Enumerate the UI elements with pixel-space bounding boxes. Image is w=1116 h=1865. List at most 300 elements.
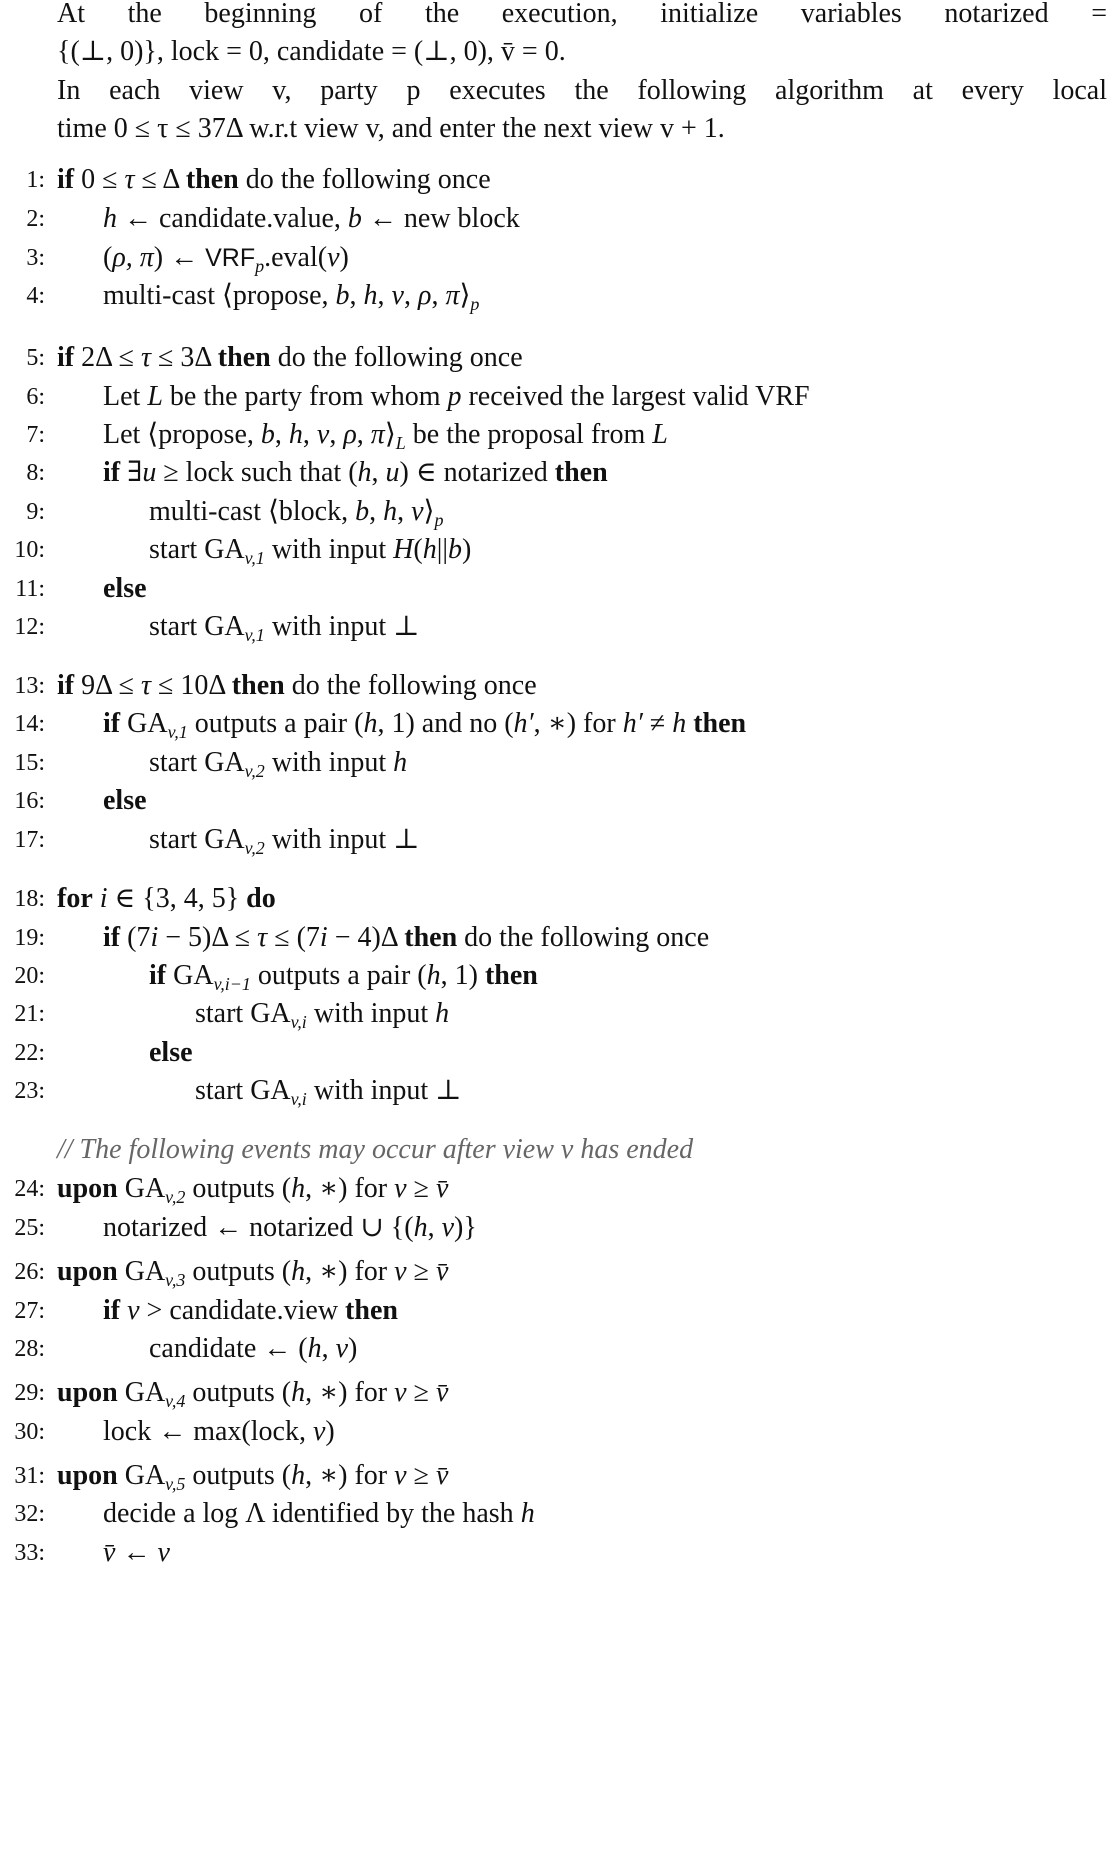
- line-text: [149, 1034, 193, 1072]
- text-run: GA: [117, 1377, 166, 1408]
- text-run: start GA: [149, 611, 245, 642]
- text-run: h: [672, 708, 687, 739]
- text-run: τ: [124, 164, 135, 195]
- line-number: 7:: [26, 422, 45, 448]
- text-run: , ∗) for: [305, 1460, 395, 1491]
- algorithm-line: [0, 1072, 1116, 1110]
- text-run: .eval(: [264, 242, 328, 273]
- text-run: ,: [274, 419, 289, 450]
- line-text: [149, 821, 419, 859]
- text-run: h: [291, 1256, 306, 1287]
- text-run: τ: [140, 670, 151, 701]
- text-run: v: [316, 419, 330, 450]
- text-run: do the following once: [284, 670, 537, 701]
- text-run: v: [394, 1173, 407, 1204]
- text-run: do the following once: [457, 922, 710, 953]
- algorithm-line: [0, 880, 1116, 918]
- text-run: VRF: [205, 244, 256, 272]
- line-number: 14:: [14, 711, 45, 737]
- text-run: ρ: [417, 280, 432, 311]
- text-run: multi-cast ⟨propose,: [103, 280, 336, 311]
- keyword: if: [57, 342, 75, 373]
- line-number: 1:: [26, 167, 45, 193]
- text-run: ,: [427, 1212, 442, 1243]
- algorithm-line: [0, 1413, 1116, 1451]
- text-run: Let: [103, 381, 148, 412]
- keyword: if: [103, 1295, 121, 1326]
- text-run: ≤ Δ: [134, 164, 186, 195]
- algorithm-line: [0, 454, 1116, 492]
- text-run: (7: [120, 922, 151, 953]
- text-run: i: [99, 883, 108, 914]
- line-text: [103, 416, 668, 454]
- intro-line-4: time 0 ≤ τ ≤ 37Δ w.r.t view v, and enter the next view v + 1.: [57, 113, 725, 144]
- line-text: [57, 667, 537, 705]
- text-run: ≤ 3Δ: [150, 342, 218, 373]
- line-number: 12:: [14, 614, 45, 640]
- line-text: [103, 705, 746, 743]
- text-run: start GA: [149, 824, 245, 855]
- text-run: h: [357, 457, 372, 488]
- text-run: − 4)Δ: [327, 922, 405, 953]
- keyword: then: [484, 960, 538, 991]
- text-run: ): [325, 1416, 335, 1447]
- algorithm-line: [0, 782, 1116, 820]
- algorithm-line: [0, 339, 1116, 377]
- text-run: v: [335, 1333, 349, 1364]
- line-number: 20:: [14, 963, 45, 989]
- subscript: v,i: [290, 1012, 307, 1032]
- text-run: v: [127, 1295, 140, 1326]
- text-run: ←: [115, 1537, 158, 1568]
- text-run: h: [288, 419, 303, 450]
- text-run: decide a log Λ identified by the hash: [103, 1498, 521, 1529]
- text-run: candidate ← (: [149, 1333, 308, 1364]
- text-run: ∈ {3, 4, 5}: [107, 883, 247, 914]
- text-run: ⟩: [384, 419, 396, 450]
- text-run: − 5)Δ ≤: [158, 922, 258, 953]
- text-run: v̄: [435, 1256, 449, 1287]
- keyword: else: [103, 785, 147, 816]
- keyword: upon: [57, 1460, 118, 1491]
- algorithm-line: [0, 239, 1116, 277]
- line-text: [149, 493, 443, 531]
- line-number: 10:: [14, 537, 45, 563]
- text-run: do the following once: [270, 342, 523, 373]
- text-run: v: [441, 1212, 454, 1243]
- text-run: h: [435, 998, 450, 1029]
- line-number: 6:: [26, 384, 45, 410]
- text-run: with input ⊥: [264, 824, 420, 855]
- text-run: ||: [436, 534, 448, 565]
- text-run: GA: [117, 1460, 166, 1491]
- line-text: [103, 1209, 477, 1247]
- text-run: , ∗) for: [305, 1377, 395, 1408]
- text-run: v: [394, 1377, 407, 1408]
- line-text: [103, 454, 608, 492]
- algorithm-line: [0, 1253, 1116, 1291]
- text-run: ): [461, 534, 472, 565]
- text-run: ,: [349, 280, 364, 311]
- algorithm-line: [0, 416, 1116, 454]
- subscript: v,i: [290, 1089, 307, 1109]
- subscript: v,2: [244, 761, 265, 781]
- text-run: GA: [166, 960, 214, 991]
- keyword: if: [103, 708, 121, 739]
- text-run: ,: [371, 457, 386, 488]
- line-number: 25:: [14, 1215, 45, 1241]
- text-run: start GA: [149, 747, 245, 778]
- line-number: 30:: [14, 1419, 45, 1445]
- text-run: τ: [140, 342, 151, 373]
- text-run: ,: [377, 280, 392, 311]
- text-run: outputs (: [185, 1173, 292, 1204]
- line-number: 19:: [14, 925, 45, 951]
- line-number: 8:: [26, 460, 45, 486]
- text-run: p: [447, 381, 462, 412]
- text-run: lock ← max(lock,: [103, 1416, 313, 1447]
- text-run: , ∗) for: [533, 708, 623, 739]
- line-text: [103, 200, 520, 238]
- text-run: GA: [120, 708, 168, 739]
- text-run: v̄: [103, 1537, 116, 1568]
- text-run: v: [394, 1460, 407, 1491]
- line-number: 32:: [14, 1501, 45, 1527]
- keyword: then: [217, 342, 271, 373]
- line-number: 2:: [26, 206, 45, 232]
- text-run: h: [291, 1377, 306, 1408]
- text-run: ,: [329, 419, 344, 450]
- algorithm-line: [0, 1374, 1116, 1412]
- text-run: v: [157, 1537, 170, 1568]
- text-run: do the following once: [238, 164, 491, 195]
- algorithm-line: [0, 1457, 1116, 1495]
- text-run: h′: [513, 708, 534, 739]
- text-run: ,: [302, 419, 317, 450]
- keyword: for: [57, 883, 93, 914]
- text-run: H: [393, 534, 414, 565]
- line-number: 11:: [15, 576, 45, 602]
- text-run: ← new block: [361, 203, 520, 234]
- text-run: notarized ← notarized ∪ {(: [103, 1212, 414, 1243]
- subscript: v,5: [165, 1474, 186, 1494]
- text-run: ρ: [343, 419, 357, 450]
- text-run: ⟩: [459, 280, 471, 311]
- comment-line: // The following events may occur after view v has ended: [57, 1134, 694, 1165]
- line-text: [149, 1330, 357, 1368]
- text-run: h: [426, 960, 441, 991]
- text-run: ∃: [120, 457, 143, 488]
- text-run: i: [319, 922, 328, 953]
- line-number: 5:: [26, 345, 45, 371]
- algorithm-line: [0, 957, 1116, 995]
- text-run: L: [147, 381, 163, 412]
- keyword: if: [103, 457, 121, 488]
- algorithm-line: [0, 705, 1116, 743]
- text-run: v̄: [435, 1377, 449, 1408]
- algorithm-line: [0, 161, 1116, 199]
- text-run: Let ⟨propose,: [103, 419, 261, 450]
- algorithm-line: [0, 667, 1116, 705]
- text-run: ← candidate.value,: [117, 203, 348, 234]
- line-text: [195, 1072, 461, 1110]
- text-run: ρ, π: [112, 242, 154, 273]
- text-run: v: [394, 1256, 407, 1287]
- line-text: [57, 1253, 448, 1291]
- text-run: h: [393, 747, 408, 778]
- text-run: 0 ≤: [74, 164, 125, 195]
- text-run: L: [652, 419, 668, 450]
- text-run: ≤ (7: [267, 922, 320, 953]
- algorithm-line: [0, 1534, 1116, 1572]
- text-run: h: [422, 534, 437, 565]
- text-run: u: [142, 457, 157, 488]
- text-run: with input ⊥: [264, 611, 420, 642]
- text-run: ,: [403, 280, 418, 311]
- line-text: [103, 378, 810, 416]
- algorithm-line: [0, 608, 1116, 646]
- line-text: [103, 782, 147, 820]
- text-run: 2Δ ≤: [74, 342, 141, 373]
- algorithm-line: [0, 821, 1116, 859]
- intro-line-1: At the beginning of the execution, initialize variables notarized =: [57, 0, 1107, 29]
- text-run: outputs (: [185, 1460, 292, 1491]
- line-number: 29:: [14, 1380, 45, 1406]
- text-run: multi-cast ⟨block,: [149, 496, 356, 527]
- text-run: h: [520, 1498, 535, 1529]
- subscript: v,3: [165, 1270, 186, 1290]
- text-run: π: [445, 280, 460, 311]
- text-run: with input: [264, 747, 394, 778]
- line-number: 33:: [14, 1540, 45, 1566]
- text-run: received the largest valid VRF: [461, 381, 810, 412]
- intro-line-2: {(⊥, 0)}, lock = 0, candidate = (⊥, 0), v̄ = 0.: [57, 36, 566, 67]
- text-run: h: [291, 1173, 306, 1204]
- keyword: do: [246, 883, 276, 914]
- line-number: 4:: [26, 283, 45, 309]
- text-run: v: [391, 280, 404, 311]
- algorithm-line: [0, 277, 1116, 315]
- text-run: (: [103, 242, 113, 273]
- text-run: with input ⊥: [306, 1075, 462, 1106]
- text-run: v: [327, 242, 340, 273]
- text-run: v: [312, 1416, 326, 1447]
- line-text: [149, 531, 471, 569]
- line-text: [195, 995, 449, 1033]
- subscript: p: [434, 510, 444, 530]
- algorithm-line: [0, 378, 1116, 416]
- algorithm-line: [0, 531, 1116, 569]
- algorithm-line: [0, 1034, 1116, 1072]
- text-run: ≠: [642, 708, 673, 739]
- line-text: [149, 957, 538, 995]
- text-run: h: [363, 708, 378, 739]
- algorithm-line: [0, 919, 1116, 957]
- line-text: [57, 161, 491, 199]
- text-run: ,: [369, 496, 384, 527]
- algorithm-line: [0, 493, 1116, 531]
- keyword: then: [404, 922, 458, 953]
- text-run: outputs a pair (: [250, 960, 427, 991]
- text-run: ⟩: [423, 496, 435, 527]
- line-text: [149, 744, 407, 782]
- line-text: [57, 1457, 448, 1495]
- text-run: > candidate.view: [139, 1295, 346, 1326]
- line-text: [57, 1374, 448, 1412]
- keyword: then: [231, 670, 285, 701]
- line-number: 23:: [14, 1078, 45, 1104]
- line-text: [103, 919, 709, 957]
- text-run: ≥: [406, 1460, 436, 1491]
- keyword: if: [57, 164, 75, 195]
- text-run: )}: [454, 1212, 477, 1243]
- text-run: ≥: [406, 1173, 436, 1204]
- line-number: 28:: [14, 1336, 45, 1362]
- text-run: h: [307, 1333, 322, 1364]
- algorithm-line: [0, 1495, 1116, 1533]
- text-run: ): [339, 242, 349, 273]
- text-run: be the party from whom: [162, 381, 448, 412]
- text-run: ,: [397, 496, 412, 527]
- text-run: h′: [622, 708, 643, 739]
- keyword: then: [345, 1295, 398, 1326]
- algorithm-line: [0, 1209, 1116, 1247]
- line-number: 21:: [14, 1001, 45, 1027]
- text-run: b: [347, 203, 362, 234]
- line-text: [103, 277, 479, 315]
- keyword: else: [103, 573, 147, 604]
- line-text: [103, 239, 349, 277]
- text-run: b: [355, 496, 370, 527]
- text-run: outputs (: [185, 1377, 292, 1408]
- text-run: v: [411, 496, 424, 527]
- text-run: ≤ 10Δ: [150, 670, 232, 701]
- line-number: 22:: [14, 1040, 45, 1066]
- text-run: with input: [264, 534, 394, 565]
- text-run: start GA: [195, 1075, 291, 1106]
- subscript: p: [255, 256, 265, 276]
- text-run: , 1) and no (: [377, 708, 514, 739]
- text-run: b: [447, 534, 462, 565]
- line-number: 9:: [26, 499, 45, 525]
- text-run: ) ←: [153, 242, 206, 273]
- keyword: if: [57, 670, 75, 701]
- subscript: v,1: [244, 625, 265, 645]
- line-number: 3:: [26, 245, 45, 271]
- keyword: then: [185, 164, 239, 195]
- text-run: ≥: [406, 1256, 436, 1287]
- text-run: ,: [321, 1333, 336, 1364]
- text-run: , ∗) for: [305, 1173, 395, 1204]
- keyword: else: [149, 1037, 193, 1068]
- subscript: L: [395, 433, 406, 453]
- line-text: [57, 1170, 448, 1208]
- line-text: [103, 1413, 335, 1451]
- text-run: ): [348, 1333, 358, 1364]
- text-run: h: [363, 280, 378, 311]
- text-run: with input: [306, 998, 436, 1029]
- text-run: u: [385, 457, 400, 488]
- line-text: [57, 339, 523, 377]
- intro-line-3: In each view v, party p executes the following algorithm at every local: [57, 75, 1107, 106]
- text-run: b: [260, 419, 275, 450]
- text-run: i: [150, 922, 159, 953]
- subscript: v,2: [165, 1187, 186, 1207]
- text-run: τ: [257, 922, 268, 953]
- keyword: upon: [57, 1256, 118, 1287]
- subscript: v,1: [244, 548, 265, 568]
- keyword: if: [103, 922, 121, 953]
- line-number: 18:: [14, 886, 45, 912]
- keyword: then: [554, 457, 608, 488]
- line-number: 17:: [14, 827, 45, 853]
- line-text: [103, 1495, 535, 1533]
- subscript: v,1: [167, 722, 188, 742]
- text-run: outputs a pair (: [187, 708, 364, 739]
- text-run: v̄: [435, 1460, 449, 1491]
- keyword: then: [693, 708, 747, 739]
- text-run: π: [370, 419, 385, 450]
- text-run: be the proposal from: [405, 419, 653, 450]
- text-run: h: [291, 1460, 306, 1491]
- text-run: , ∗) for: [305, 1256, 395, 1287]
- text-run: [93, 883, 100, 914]
- line-number: 31:: [14, 1463, 45, 1489]
- line-text: [103, 570, 147, 608]
- keyword: if: [149, 960, 167, 991]
- line-text: [103, 1534, 170, 1572]
- text-run: ,: [356, 419, 371, 450]
- algorithm-line: [0, 1330, 1116, 1368]
- algorithm-line: [0, 1292, 1116, 1330]
- text-run: b: [335, 280, 350, 311]
- line-text: [149, 608, 419, 646]
- keyword: upon: [57, 1173, 118, 1204]
- subscript: v,i−1: [213, 974, 251, 994]
- text-run: h: [383, 496, 398, 527]
- line-text: [57, 880, 276, 918]
- text-run: ,: [431, 280, 446, 311]
- text-run: v̄: [435, 1173, 449, 1204]
- text-run: ) ∈ notarized: [399, 457, 555, 488]
- subscript: v,2: [244, 838, 265, 858]
- algorithm-line: [0, 200, 1116, 238]
- algorithm-line: [0, 1170, 1116, 1208]
- line-number: 16:: [14, 788, 45, 814]
- line-number: 13:: [14, 673, 45, 699]
- text-run: ≥ lock such that (: [156, 457, 358, 488]
- text-run: GA: [117, 1256, 166, 1287]
- text-run: h: [413, 1212, 428, 1243]
- text-run: GA: [117, 1173, 166, 1204]
- subscript: v,4: [165, 1391, 186, 1411]
- text-run: (: [413, 534, 423, 565]
- text-run: outputs (: [185, 1256, 292, 1287]
- line-number: 27:: [14, 1298, 45, 1324]
- algorithm-line: [0, 995, 1116, 1033]
- subscript: p: [470, 294, 480, 314]
- line-text: [103, 1292, 398, 1330]
- text-run: , 1): [440, 960, 485, 991]
- text-run: h: [103, 203, 117, 234]
- line-number: 15:: [14, 750, 45, 776]
- text-run: start GA: [149, 534, 245, 565]
- algorithm-line: [0, 744, 1116, 782]
- keyword: upon: [57, 1377, 118, 1408]
- text-run: start GA: [195, 998, 291, 1029]
- algorithm-line: [0, 570, 1116, 608]
- text-run: ≥: [406, 1377, 436, 1408]
